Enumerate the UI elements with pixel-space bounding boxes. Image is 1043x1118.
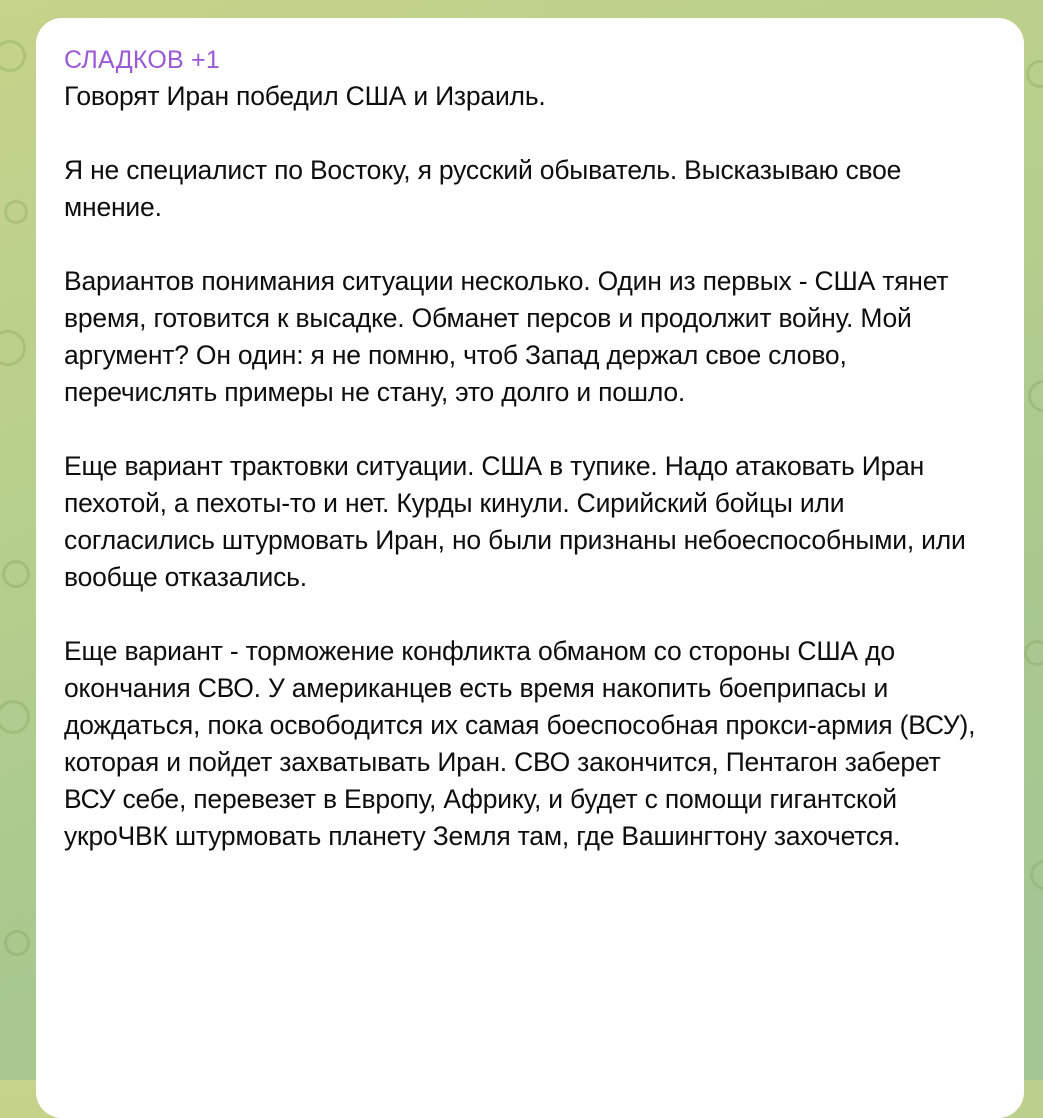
wallpaper-doodle bbox=[0, 330, 26, 366]
wallpaper-doodle bbox=[1026, 60, 1043, 88]
message-paragraph: Еще вариант трактовки ситуации. США в тупике. Надо атаковать Иран пехотой, а пехоты-то и нет. Курды кинули. Сирийский бойцы или согласились штурмовать Иран, но были признаны небоеспособными, или вообще отказались. bbox=[64, 451, 966, 592]
message-text bbox=[64, 78, 998, 855]
wallpaper-doodle bbox=[4, 930, 30, 956]
wallpaper-doodle bbox=[1030, 860, 1043, 890]
message-paragraph: Я не специалист по Востоку, я русский обыватель. Высказываю свое мнение. bbox=[64, 155, 902, 222]
wallpaper-doodle bbox=[1024, 640, 1043, 666]
wallpaper-doodle bbox=[1028, 380, 1043, 412]
wallpaper-doodle bbox=[0, 700, 30, 734]
wallpaper-doodle bbox=[2, 560, 30, 588]
sender-name[interactable]: СЛАДКОВ +1 bbox=[64, 46, 220, 74]
message-paragraph: Вариантов понимания ситуации несколько. Один из первых - США тянет время, готовится к высадке. Обманет персов и продолжит войну. Мой аргумент? Он один: я не помню, чтоб Запад держал свое слово, перечислять примеры не стану, это долго и пошло. bbox=[64, 266, 949, 407]
wallpaper-doodle bbox=[4, 200, 28, 224]
message-paragraph: Говорят Иран победил США и Израиль. bbox=[64, 81, 546, 111]
wallpaper-doodle bbox=[0, 40, 26, 72]
message-paragraph: Еще вариант - торможение конфликта обманом со стороны США до окончания СВО. У американцев есть время накопить боеприпасы и дождаться, пока освободится их самая боеспособная прокси-армия (ВСУ), которая и пойдет захватывать Иран. СВО закончится, Пентагон заберет ВСУ себе, перевезет в Европу, Африку, и будет с помощи гигантской укроЧВК штурмовать планету Земля там, где Вашингтону захочется. bbox=[64, 636, 976, 851]
message-bubble[interactable] bbox=[36, 18, 1024, 1118]
